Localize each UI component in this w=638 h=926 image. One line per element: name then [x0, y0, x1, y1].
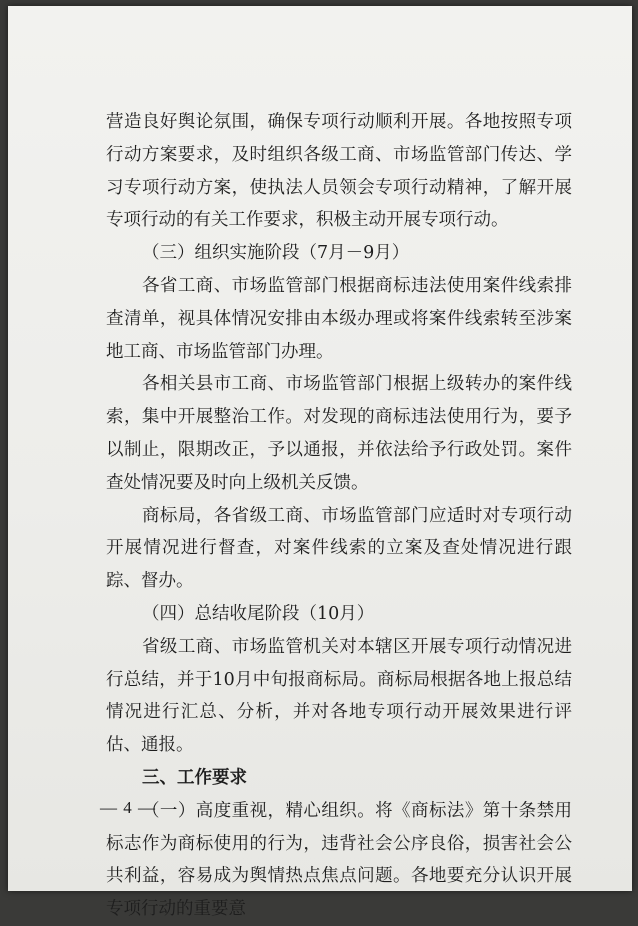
- heading-phase-four: （四）总结收尾阶段（10月）: [142, 603, 375, 624]
- document-body: [106, 106, 572, 926]
- paragraph-summary: 省级工商、市场监管机关对本辖区开展专项行动情况进行总结，并于10月中旬报商标局。商标局根据各地上报总结情况进行汇总、分析，并对各地专项行动开展效果进行评估、通报。: [106, 636, 572, 756]
- paragraph-intro: 营造良好舆论氛围，确保专项行动顺利开展。各地按照专项行动方案要求，及时组织各级工商、市场监管部门传达、学习专项行动方案，使执法人员领会专项行动精神，了解开展专项行动的有关工作要求，积极主动开展专项行动。: [106, 112, 572, 231]
- paragraph-county-rectification: 各相关县市工商、市场监管部门根据上级转办的案件线索，集中开展整治工作。对发现的商标违法使用行为，要予以制止，限期改正，予以通报，并依法给予行政处罚。案件查处情况要及时向上级机关反馈。: [106, 374, 572, 493]
- page-number: — 4 —: [100, 798, 156, 817]
- section-heading-work-requirements: 三、工作要求: [142, 767, 247, 788]
- document-page: [8, 6, 632, 920]
- paragraph-supervision: 商标局，各省级工商、市场监管部门应适时对专项行动开展情况进行督查，对案件线索的立案及查处情况进行跟踪、督办。: [106, 505, 572, 592]
- paragraph-provincial-screening: 各省工商、市场监管部门根据商标违法使用案件线索排查清单，视具体情况安排由本级办理或将案件线索转至涉案地工商、市场监管部门办理。: [106, 275, 572, 362]
- heading-phase-three: （三）组织实施阶段（7月－9月）: [142, 243, 410, 264]
- paragraph-high-priority: （一）高度重视，精心组织。将《商标法》第十条禁用标志作为商标使用的行为，违背社会公序良俗，损害社会公共利益，容易成为舆情热点焦点问题。各地要充分认识开展专项行动的重要意: [106, 800, 572, 920]
